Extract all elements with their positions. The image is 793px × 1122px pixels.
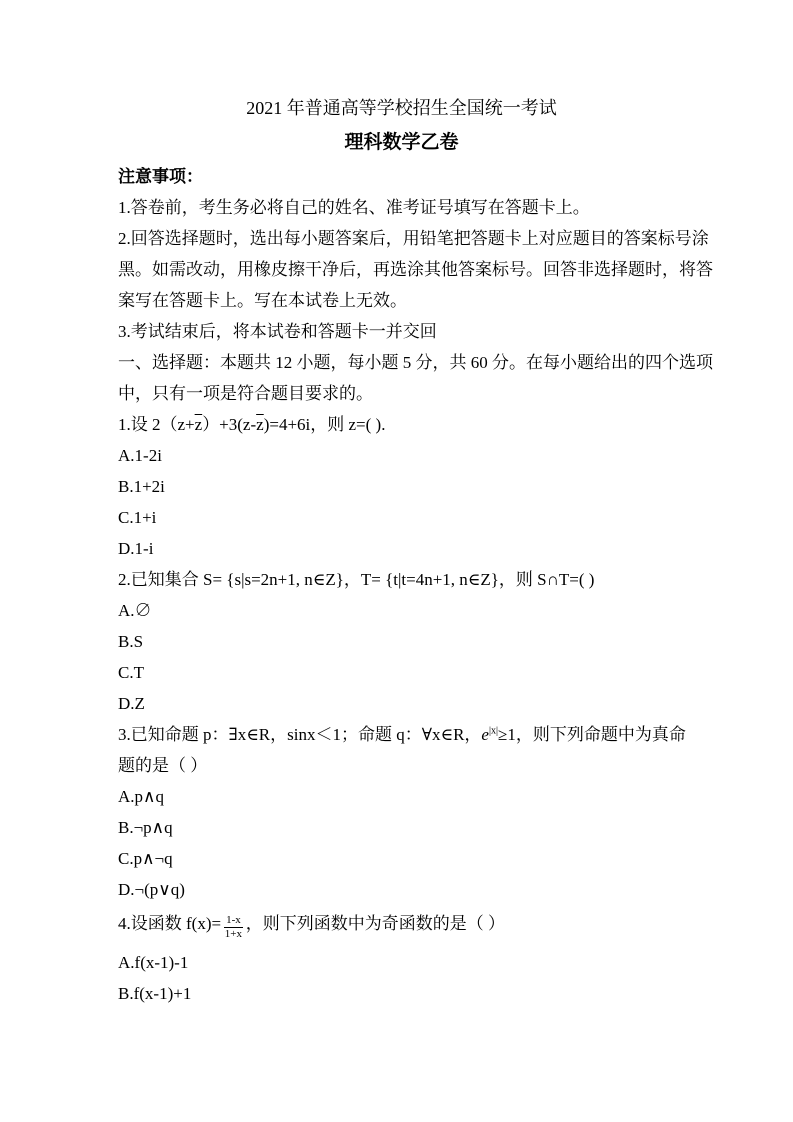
notice-line-3: 3.考试结束后，将本试卷和答题卡一并交回 [118, 322, 437, 341]
question-1-option-c: C.1+i [118, 508, 157, 527]
question-3-stem-line-2: 题的是（ ） [118, 756, 208, 775]
section-heading-line-1: 一、选择题：本题共 12 小题，每小题 5 分，共 60 分。在每小题给出的四个选项 [118, 353, 713, 372]
question-1-option-b: B.1+2i [118, 477, 165, 496]
exam-title: 2021 年普通高等学校招生全国统一考试 [246, 98, 557, 118]
question-3-option-b: B.¬p∧q [118, 818, 173, 837]
question-3-option-d: D.¬(p∨q) [118, 880, 185, 899]
question-4-stem: 4.设函数 f(x)= $\frac{1-x}{1+x}$ ，则下列函数中为奇函数的是（ ） [118, 914, 505, 940]
section-heading-line-2: 中，只有一项是符合题目要求的。 [118, 384, 373, 403]
notice-line-2: 2.回答选择题时，选出每小题答案后，用铅笔把答题卡上对应题目的答案标号涂 [118, 229, 709, 248]
notice-line-2-cont: 黑。如需改动，用橡皮擦干净后，再选涂其他答案标号。回答非选择题时，将答 [118, 260, 713, 279]
fraction: $\frac{1-x}{1+x}$ [224, 914, 243, 940]
notice-line-2-cont2: 案写在答题卡上。写在本试卷上无效。 [118, 291, 407, 310]
question-1-stem: 1.设 $2(z+\overline{z})+3(z-\overline{z})=4+6i$，则 z=( ). [118, 415, 386, 434]
question-2-option-c: C.T [118, 663, 144, 682]
question-3-stem-line-1: 3.已知命题 p：∃x∈R，sinx＜1；命题 q：∀x∈R，$e^{|x|}\ge 1$，则下列命题中为真命 [118, 725, 686, 744]
question-1-option-a: A.1-2i [118, 446, 162, 465]
question-4-option-b: B.f(x-1)+1 [118, 984, 192, 1003]
question-1-option-d: D.1-i [118, 539, 154, 558]
exam-subtitle: 理科数学乙卷 [344, 132, 459, 153]
question-2-option-a: A.∅ [118, 601, 152, 620]
question-2-option-d: D.Z [118, 694, 145, 713]
notice-line-1: 1.答卷前，考生务必将自己的姓名、准考证号填写在答题卡上。 [118, 198, 590, 217]
question-2-option-b: B.S [118, 632, 144, 651]
question-3-option-a: A.p∧q [118, 787, 164, 806]
question-4-option-a: A.f(x-1)-1 [118, 953, 189, 972]
question-2-stem: 2.已知集合 S= {s|s=2n+1, n∈Z}，T= {t|t=4n+1, n∈Z}，则 S∩T=( ) [118, 570, 595, 589]
notice-heading: 注意事项： [118, 167, 203, 186]
question-3-option-c: C.p∧¬q [118, 849, 173, 868]
